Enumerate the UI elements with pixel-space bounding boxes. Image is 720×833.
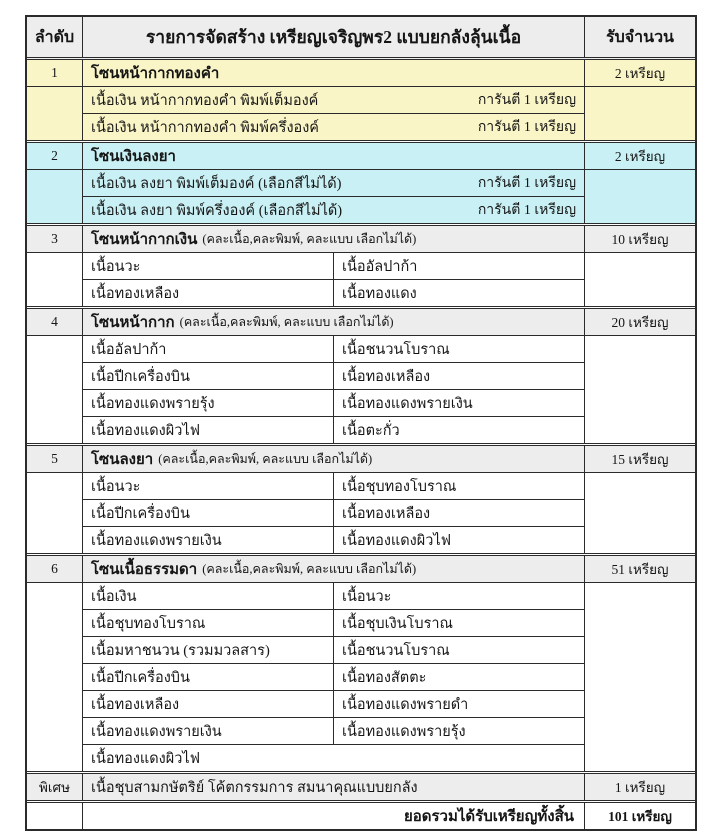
section-header-row bbox=[27, 446, 695, 472]
material-name: เนื้อปีกเครื่องบิน bbox=[91, 669, 190, 686]
section-number: 1 bbox=[51, 65, 58, 80]
guarantee-note: การันตี 1 เหรียญ bbox=[477, 203, 576, 218]
material-row bbox=[83, 663, 584, 690]
section-body bbox=[27, 252, 695, 306]
material-cell: เนื้อทองเหลือง bbox=[333, 500, 584, 526]
section-body bbox=[27, 472, 695, 553]
material-row bbox=[83, 473, 584, 499]
material-row bbox=[83, 583, 584, 609]
material-row bbox=[83, 87, 584, 113]
section-body-no-cell bbox=[27, 583, 82, 771]
section-body-qty-cell bbox=[585, 87, 695, 140]
material-row bbox=[83, 362, 584, 389]
section-body-qty-cell bbox=[585, 583, 695, 771]
material-cell: เนื้อชนวนโบราณ bbox=[333, 336, 584, 362]
section-title: เนื้อชุบสามกษัตริย์ โค้ตกรรมการ สมนาคุณแบบยกลัง bbox=[91, 779, 418, 796]
material-cell bbox=[83, 745, 584, 771]
material-cell: เนื้อทองแดงพรายรุ้ง bbox=[333, 718, 584, 744]
section-title: โซนหน้ากากทองคำ bbox=[91, 66, 220, 82]
section-body-qty-cell bbox=[585, 170, 695, 223]
section-rows bbox=[82, 253, 585, 306]
section-quantity: 1 เหรียญ bbox=[614, 780, 666, 795]
material-name: เนื้อทองเหลือง bbox=[91, 696, 180, 713]
total-no-cell bbox=[27, 803, 82, 829]
material-cell bbox=[83, 664, 333, 690]
section-rows bbox=[82, 87, 585, 140]
section-header-row bbox=[27, 60, 695, 86]
material-row bbox=[83, 609, 584, 636]
section-body bbox=[27, 335, 695, 443]
section-quantity: 2 เหรียญ bbox=[614, 66, 666, 81]
section-title: โซนลงยา bbox=[91, 452, 154, 468]
material-name: เนื้อทองแดงผิวไฟ bbox=[91, 750, 200, 767]
section-header-row bbox=[27, 774, 695, 800]
material-cell: เนื้อทองแดง bbox=[333, 280, 584, 306]
section-body-qty-cell bbox=[585, 336, 695, 443]
section-body-no-cell bbox=[27, 170, 82, 223]
material-cell bbox=[83, 390, 333, 416]
material-row bbox=[83, 744, 584, 771]
material-name: เนื้อเงิน ลงยา พิมพ์ครึ่งองค์ (เลือกสีไม่ได้) bbox=[91, 202, 343, 219]
material-cell: เนื้อชุบทองโบราณ bbox=[333, 473, 584, 499]
section-title: โซนเนื้อธรรมดา bbox=[91, 562, 198, 578]
section-5 bbox=[27, 443, 695, 553]
material-name: เนื้อเงิน หน้ากากทองคำ พิมพ์เต็มองค์ bbox=[91, 92, 319, 109]
material-name: เนื้อทองแดงพรายรุ้ง bbox=[91, 395, 215, 412]
material-cell bbox=[83, 170, 584, 196]
material-cell bbox=[83, 280, 333, 306]
header-col-description: รายการจัดสร้าง เหรียญเจริญพร2 แบบยกลังลุ้นเนื้อ bbox=[82, 17, 585, 57]
section-body bbox=[27, 582, 695, 771]
material-name: เนื้ออัลปาก้า bbox=[91, 341, 167, 358]
section-title: โซนหน้ากาก bbox=[91, 315, 175, 331]
material-name: เนื้อเงิน bbox=[91, 588, 137, 605]
section-number: 6 bbox=[51, 561, 58, 576]
material-name: เนื้อนวะ bbox=[91, 478, 141, 495]
material-name: เนื้อปีกเครื่องบิน bbox=[91, 368, 190, 385]
section-6 bbox=[27, 553, 695, 771]
material-cell bbox=[83, 637, 333, 663]
material-cell bbox=[83, 691, 333, 717]
material-cell bbox=[83, 197, 584, 223]
material-cell: เนื้อชุบเงินโบราณ bbox=[333, 610, 584, 636]
section-number: 3 bbox=[51, 231, 58, 246]
material-cell bbox=[83, 87, 584, 113]
section-body-qty-cell bbox=[585, 253, 695, 306]
material-name: เนื้อปีกเครื่องบิน bbox=[91, 505, 190, 522]
material-name: เนื้อทองเหลือง bbox=[91, 285, 180, 302]
guarantee-note: การันตี 1 เหรียญ bbox=[477, 120, 576, 135]
material-cell: เนื้อตะกั่ว bbox=[333, 417, 584, 443]
material-cell bbox=[83, 363, 333, 389]
section-title: โซนเงินลงยา bbox=[91, 149, 176, 165]
material-cell: เนื้อทองแดงพรายดำ bbox=[333, 691, 584, 717]
section-rows bbox=[82, 336, 585, 443]
material-cell bbox=[83, 583, 333, 609]
material-row bbox=[83, 196, 584, 223]
section-title-cell bbox=[82, 226, 585, 252]
header-col-quantity: รับจำนวน bbox=[606, 28, 674, 46]
total-quantity: 101 เหรียญ bbox=[608, 809, 672, 824]
section-body bbox=[27, 86, 695, 140]
section-header-row bbox=[27, 556, 695, 582]
material-name: เนื้อเงิน หน้ากากทองคำ พิมพ์ครึ่งองค์ bbox=[91, 119, 320, 136]
material-cell bbox=[83, 253, 333, 279]
material-row bbox=[83, 336, 584, 362]
material-cell bbox=[83, 610, 333, 636]
material-row bbox=[83, 389, 584, 416]
material-name: เนื้อชุบทองโบราณ bbox=[91, 615, 206, 632]
material-name: เนื้อทองแดงพรายเงิน bbox=[91, 532, 222, 549]
section-body bbox=[27, 169, 695, 223]
guarantee-note: การันตี 1 เหรียญ bbox=[477, 93, 576, 108]
material-cell bbox=[83, 114, 584, 140]
section-note: (คละเนื้อ,คละพิมพ์, คละแบบ เลือกไม่ได้) bbox=[158, 452, 373, 466]
material-row bbox=[83, 499, 584, 526]
material-name: เนื้อเงิน ลงยา พิมพ์เต็มองค์ (เลือกสีไม่ได้) bbox=[91, 175, 342, 192]
section-body-no-cell bbox=[27, 87, 82, 140]
section-title-cell bbox=[82, 309, 585, 335]
material-cell bbox=[83, 473, 333, 499]
section-number: 2 bbox=[51, 148, 58, 163]
section-พิเศษ bbox=[27, 771, 695, 800]
section-title-cell bbox=[82, 143, 585, 169]
section-header-row bbox=[27, 226, 695, 252]
section-body-no-cell bbox=[27, 253, 82, 306]
material-name: เนื้อนวะ bbox=[91, 258, 141, 275]
material-cell bbox=[83, 718, 333, 744]
material-row bbox=[83, 279, 584, 306]
section-title: โซนหน้ากากเงิน bbox=[91, 232, 198, 248]
material-cell bbox=[83, 500, 333, 526]
material-cell bbox=[83, 417, 333, 443]
section-quantity: 51 เหรียญ bbox=[611, 562, 669, 577]
section-number: 5 bbox=[51, 451, 58, 466]
material-cell: เนื้อทองเหลือง bbox=[333, 363, 584, 389]
material-row bbox=[83, 416, 584, 443]
material-cell: เนื้ออัลปาก้า bbox=[333, 253, 584, 279]
coin-list-table bbox=[25, 15, 697, 831]
section-quantity: 2 เหรียญ bbox=[614, 149, 666, 164]
material-row bbox=[83, 636, 584, 663]
material-cell: เนื้อชนวนโบราณ bbox=[333, 637, 584, 663]
section-title-cell bbox=[82, 556, 585, 582]
guarantee-note: การันตี 1 เหรียญ bbox=[477, 176, 576, 191]
section-rows bbox=[82, 473, 585, 553]
section-title-cell bbox=[82, 60, 585, 86]
material-row bbox=[83, 690, 584, 717]
section-header-row bbox=[27, 309, 695, 335]
section-number: 4 bbox=[51, 314, 58, 329]
material-row bbox=[83, 170, 584, 196]
section-note: (คละเนื้อ,คละพิมพ์, คละแบบ เลือกไม่ได้) bbox=[202, 232, 417, 246]
header-col-no: ลำดับ bbox=[34, 28, 75, 46]
section-quantity: 15 เหรียญ bbox=[611, 452, 669, 467]
section-3 bbox=[27, 223, 695, 306]
material-cell: เนื้อทองแดงพรายเงิน bbox=[333, 390, 584, 416]
section-number: พิเศษ bbox=[39, 780, 70, 795]
material-cell: เนื้อทองสัตตะ bbox=[333, 664, 584, 690]
table-header-row bbox=[27, 17, 695, 60]
section-body-no-cell bbox=[27, 473, 82, 553]
section-body-no-cell bbox=[27, 336, 82, 443]
section-rows bbox=[82, 170, 585, 223]
material-name: เนื้อมหาชนวน (รวมมวลสาร) bbox=[91, 642, 270, 659]
section-title-cell bbox=[82, 774, 585, 800]
material-cell bbox=[83, 527, 333, 553]
section-note: (คละเนื้อ,คละพิมพ์, คละแบบ เลือกไม่ได้) bbox=[179, 315, 394, 329]
section-title-cell bbox=[82, 446, 585, 472]
section-2 bbox=[27, 140, 695, 223]
material-row bbox=[83, 253, 584, 279]
material-cell bbox=[83, 336, 333, 362]
material-row bbox=[83, 717, 584, 744]
section-quantity: 20 เหรียญ bbox=[611, 315, 669, 330]
material-cell: เนื้อนวะ bbox=[333, 583, 584, 609]
material-cell: เนื้อทองแดงผิวไฟ bbox=[333, 527, 584, 553]
section-4 bbox=[27, 306, 695, 443]
section-quantity: 10 เหรียญ bbox=[611, 232, 669, 247]
section-note: (คละเนื้อ,คละพิมพ์, คละแบบ เลือกไม่ได้) bbox=[202, 562, 417, 576]
section-1 bbox=[27, 60, 695, 140]
section-header-row bbox=[27, 143, 695, 169]
material-name: เนื้อทองแดงผิวไฟ bbox=[91, 422, 200, 439]
coin-table-sections bbox=[27, 60, 695, 800]
total-label: ยอดรวมได้รับเหรียญทั้งสิ้น bbox=[82, 803, 585, 829]
section-rows bbox=[82, 583, 585, 771]
material-name: เนื้อทองแดงพรายเงิน bbox=[91, 723, 222, 740]
total-row bbox=[27, 800, 695, 829]
section-body-qty-cell bbox=[585, 473, 695, 553]
material-row bbox=[83, 526, 584, 553]
material-row bbox=[83, 113, 584, 140]
